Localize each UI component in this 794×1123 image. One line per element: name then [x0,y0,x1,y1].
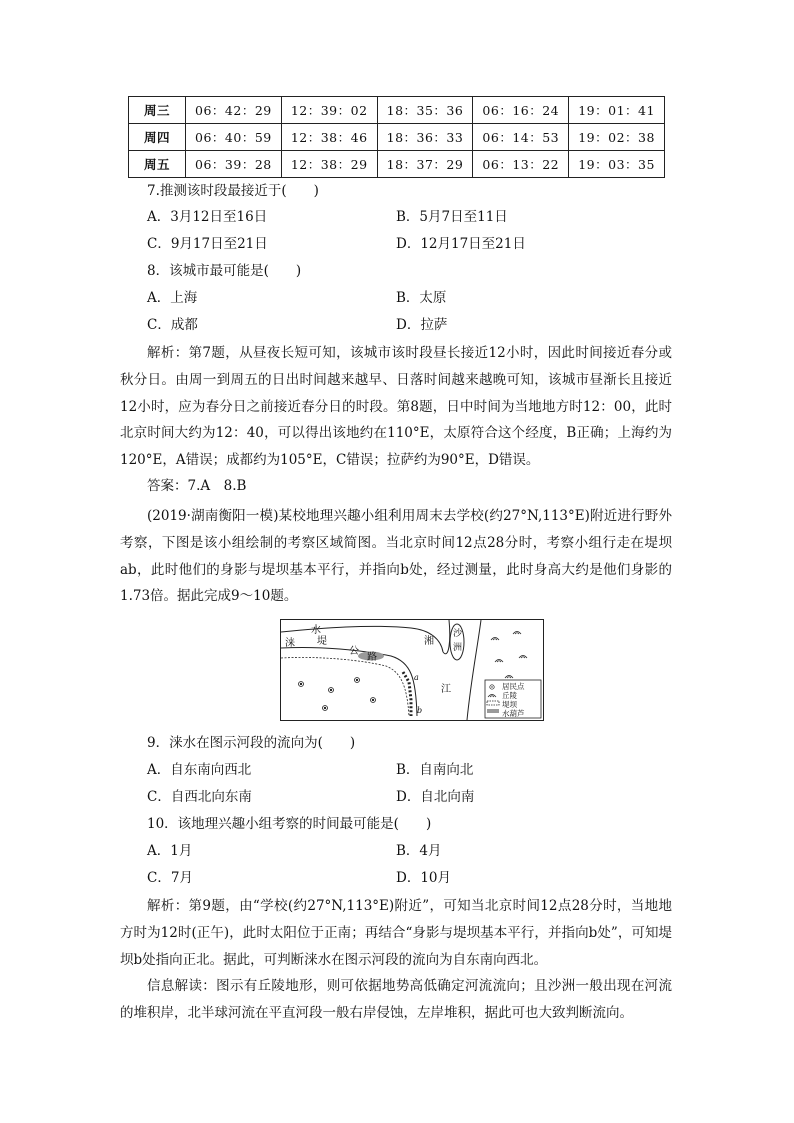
question-8-option-c: C．成都 [147,317,198,333]
question-10-option-d: D．10月 [396,870,452,886]
legend-label-dike: 堤坝 [502,700,517,709]
table-cell: 18：36：33 [377,124,473,151]
table-cell: 19：02：38 [569,124,665,151]
table-cell: 18：37：29 [377,151,473,178]
map-label-point-a: a [414,673,419,682]
question-7-stem: 7.推测该时段最接近于( ) [147,183,319,199]
table-cell: 12：38：46 [281,124,377,151]
table-cell: 19：03：35 [569,151,665,178]
question-9-option-d: D．自北向南 [396,789,475,805]
analysis-7-8: 解析：第7题，从昼夜长短可知，该城市该时段昼长接近12小时，因此时间接近春分或秋分日。由周一到周五的日出时间越来越早、日落时间越来越晚可知，该城市昼渐长且接近12小时，应为春分日之前接近春分日的时段。第8题，日中时间为当地地方时12：00，此时北京时间大约为12：40，可以得出该地约在110°E，太原符合这个经度，B正确；上海约为120°E，A错误；成都约为105°E，C错误；拉萨约为90°E，D错误。 [120,345,672,469]
question-8-option-b: B．太原 [396,290,447,306]
table-row [129,124,665,151]
map-label-point-b: b [417,706,423,715]
legend-label-settlement: 居民点 [502,682,525,691]
analysis-9-10: 解析：第9题，由“学校(约27°N,113°E)附近”，可知当北京时间12点28分时，当地地方时为12时(正午)，此时太阳位于正南；再结合“身影与堤坝基本平行，并指向b处”，可知堤坝b处指向正北。据此，可判断涞水在图示河段的流向为自东南向西北。 [120,898,672,968]
question-8-stem: 8．该城市最可能是( ) [147,263,302,279]
map-label-river-2: 水 [311,625,321,636]
question-7-option-b: B．5月7日至11日 [396,209,508,225]
table-cell: 06：13：22 [473,151,569,178]
river-bank-east [467,620,481,720]
table-cell: 06：40：59 [186,124,282,151]
question-7-option-a: A．3月12日至16日 [147,209,268,225]
map-label-jiang: 江 [441,684,451,695]
table-cell: 06：14：53 [473,124,569,151]
table-cell: 19：01：41 [569,97,665,124]
table-cell: 12：38：29 [281,151,377,178]
river-bank-north [281,626,443,652]
question-8-option-a: A．上海 [147,290,198,306]
question-9-option-a: A．自东南向西北 [147,762,252,778]
question-10-option-a: A．1月 [147,843,193,859]
answer-7-8: 答案：7.A 8.B [147,478,247,494]
map-label-river-1: 涞 [285,638,295,649]
intro-paragraph: (2019·湖南衡阳一模)某校地理兴趣小组利用周末去学校(约27°N,113°E)附近进行野外考察，下图是该小组绘制的考察区域简图。当北京时间12点28分时，考察小组行走在堤坝ab，此时他们的身影与堤坝基本平行，并指向b处，经过测量，此时身高大约是他们身影的1.73倍。据此完成9～10题。 [120,508,672,605]
legend-label-hill: 丘陵 [502,691,517,700]
question-8-option-d: D．拉萨 [396,317,448,333]
question-9-option-c: C．自西北向东南 [147,789,252,805]
table-cell: 12：39：02 [281,97,377,124]
question-10-option-b: B．4月 [396,843,442,859]
map-label-road-1: 堤 [317,636,327,647]
table-cell: 06：16：24 [473,97,569,124]
info-interpretation: 信息解读：图示有丘陵地形，则可依据地势高低确定河流流向；且沙洲一般出现在河流的堆积岸，北半球河流在平直河段一般右岸侵蚀，左岸堆积，据此可也大致判断流向。 [120,978,672,1021]
survey-area-map [280,619,544,721]
map-label-island-1: 沙 [453,629,463,639]
table-row [129,151,665,178]
table-cell: 周五 [129,151,186,178]
hill-markers [491,632,527,679]
settlement-markers [299,678,376,711]
legend-label-water-hyacinth: 水葫芦 [502,709,525,718]
map-label-road-2: 公 [349,646,359,657]
sunrise-sunset-table [128,96,665,178]
map-label-island-2: 洲 [453,643,463,653]
question-9-stem: 9．涞水在图示河段的流向为( ) [147,735,356,751]
dike-ab [403,672,411,716]
question-9-option-b: B．自南向北 [396,762,474,778]
table-row [129,97,665,124]
question-7-option-d: D．12月17日至21日 [396,236,526,252]
table-cell: 周四 [129,124,186,151]
question-7-option-c: C．9月17日至21日 [147,236,268,252]
map-label-road-3: 路 [367,652,377,663]
table-cell: 06：39：28 [186,151,282,178]
table-cell: 周三 [129,97,186,124]
table-cell: 18：35：36 [377,97,473,124]
question-10-option-c: C．7月 [147,870,193,886]
table-cell: 06：42：29 [186,97,282,124]
map-label-lake: 湘 [424,636,434,647]
river-bank-north-2 [443,620,450,654]
question-10-stem: 10．该地理兴趣小组考察的时间最可能是( ) [147,816,432,832]
